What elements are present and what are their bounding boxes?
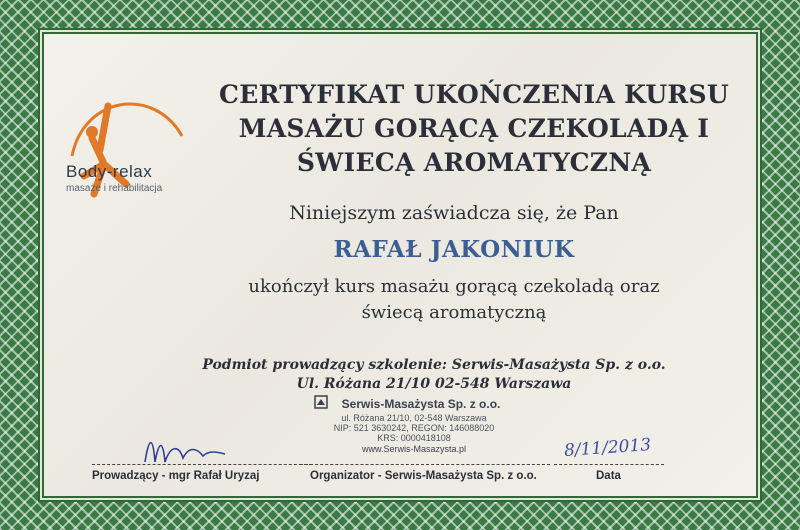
stamp-address: ul. Różana 21/10, 02-548 Warszawa: [341, 413, 487, 423]
course-description: [174, 274, 734, 326]
handwritten-date: 8/11/2013: [563, 434, 652, 462]
date-label: Data: [596, 470, 621, 482]
organizer-signature-line: [300, 464, 550, 466]
course-line-1: ukończył kurs masażu gorącą czekoladą oraz: [248, 276, 660, 297]
company-stamp: [294, 395, 534, 454]
brand-name: Body-relax: [66, 162, 153, 181]
organizer-line-2: Ul. Różana 21/10 02-548 Warszawa: [296, 376, 572, 392]
title-line-1: CERTYFIKAT UKOŃCZENIA KURSU: [219, 80, 729, 109]
organizer-info: [154, 356, 714, 394]
course-line-2: świecą aromatyczną: [361, 302, 547, 323]
certificate: [44, 34, 756, 496]
certificate-title: [194, 78, 754, 180]
organizer-label: Organizator - Serwis-Masażysta Sp. z o.o.: [310, 470, 537, 482]
brand-tagline: masaże i rehabilitacja: [66, 183, 163, 194]
instructor-signature: [139, 432, 229, 468]
title-line-2: MASAŻU GORĄCĄ CZEKOLADĄ I: [238, 114, 710, 143]
instructor-signature-line: [92, 464, 312, 466]
date-line: [554, 464, 664, 466]
intro-text: Niniejszym zaświadcza się, że Pan: [289, 202, 619, 224]
organizer-line-1: Podmiot prowadzący szkolenie: Serwis-Masażysta Sp. z o.o.: [202, 357, 666, 373]
stamp-company: Serwis-Masażysta Sp. z o.o.: [341, 397, 501, 411]
stamp-website: www.Serwis-Masazysta.pl: [361, 444, 467, 454]
recipient-name: RAFAŁ JAKONIUK: [333, 236, 575, 263]
brand-block: [66, 162, 182, 194]
stamp-krs: KRS: 0000418108: [377, 433, 451, 443]
instructor-label: Prowadzący - mgr Rafał Uryzaj: [92, 470, 260, 482]
stamp-ids: NIP: 521 3630242, REGON: 146088020: [333, 423, 495, 433]
company-logo-icon: [314, 395, 328, 409]
title-line-3: ŚWIECĄ AROMATYCZNĄ: [296, 148, 652, 177]
yoga-figure-logo: [64, 76, 184, 246]
